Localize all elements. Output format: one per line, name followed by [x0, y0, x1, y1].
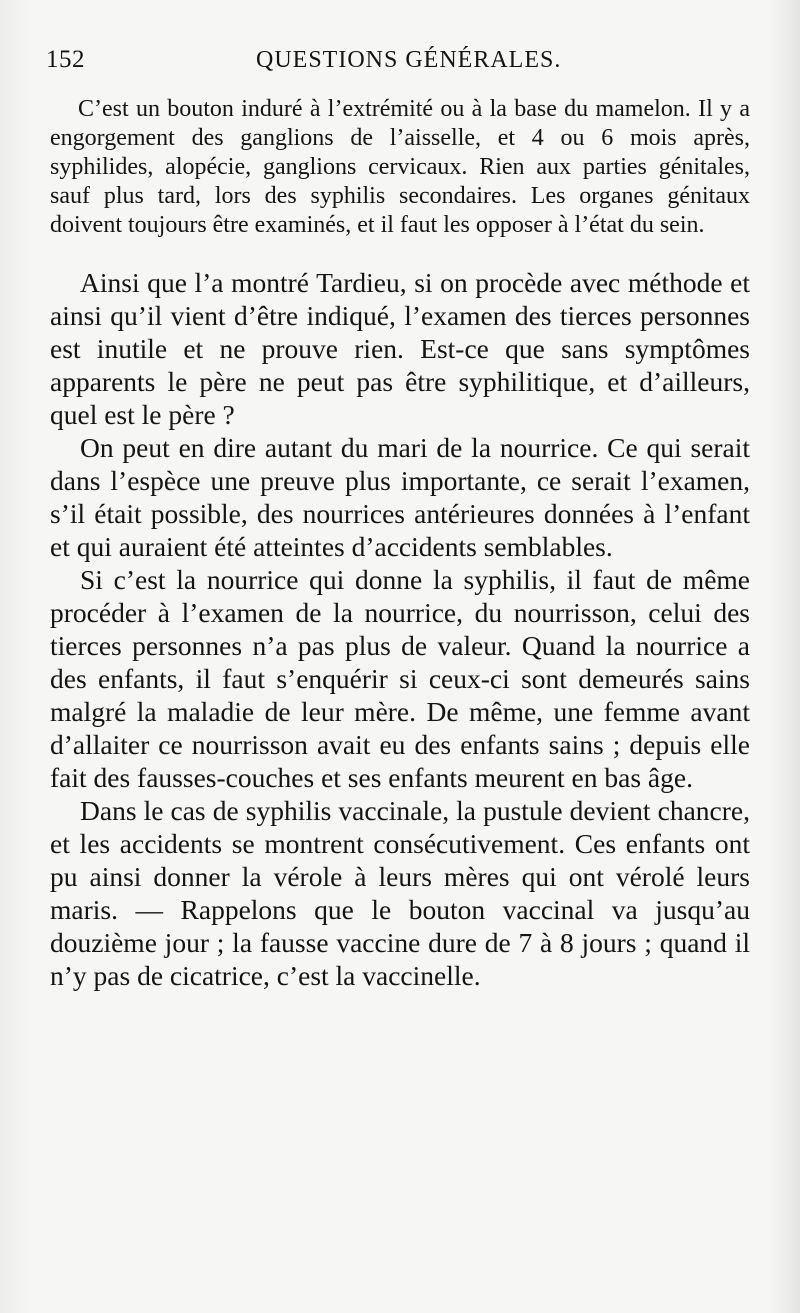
page-body: [50, 95, 750, 992]
paragraph-1: C’est un bouton induré à l’extrémité ou à la base du mamelon. Il y a engorgement des ganglions de l’aisselle, et 4 ou 6 mois après, syphilides, alopécie, ganglions cervicaux. Rien aux parties génitales, sauf plus tard, lors des syphilis secondaires. Les organes génitaux doivent toujours être examinés, et il faut les opposer à l’état du sein.: [50, 96, 750, 238]
paragraph-4: Si c’est la nourrice qui donne la syphilis, il faut de même procéder à l’examen de la nourrice, du nourrisson, celui des tierces personnes n’a pas plus de valeur. Quand la nourrice a des enfants, il faut s’enquérir si ceux-ci sont demeurés sains malgré la maladie de leur mère. De même, une femme avant d’allaiter ce nourrisson avait eu des enfants sains ; depuis elle fait des fausses-couches et ses enfants meurent en bas âge.: [50, 564, 750, 793]
paragraph-2: Ainsi que l’a montré Tardieu, si on procède avec méthode et ainsi qu’il vient d’être indiqué, l’examen des tierces personnes est inutile et ne prouve rien. Est-ce que sans symptômes apparents le père ne peut pas être syphilitique, et d’ailleurs, quel est le père ?: [50, 267, 750, 430]
running-title: QUESTIONS GÉNÉRALES.: [256, 47, 562, 73]
paragraph-5: Dans le cas de syphilis vaccinale, la pustule devient chancre, et les accidents se montrent consécutivement. Ces enfants ont pu ainsi donner la vérole à leurs mères qui ont vérolé leurs maris. — Rappelons que le bouton vaccinal va jusqu’au douzième jour ; la fausse vaccine dure de 7 à 8 jours ; quand il n’y pas de cicatrice, c’est la vaccinelle.: [50, 795, 750, 991]
page-number: 152: [46, 46, 85, 73]
paragraph-3: On peut en dire autant du mari de la nourrice. Ce qui serait dans l’espèce une preuve plus importante, ce serait l’examen, s’il était possible, des nourrices antérieures données à l’enfant et qui auraient été atteintes d’accidents semblables.: [50, 432, 750, 562]
page-header: [46, 46, 766, 80]
